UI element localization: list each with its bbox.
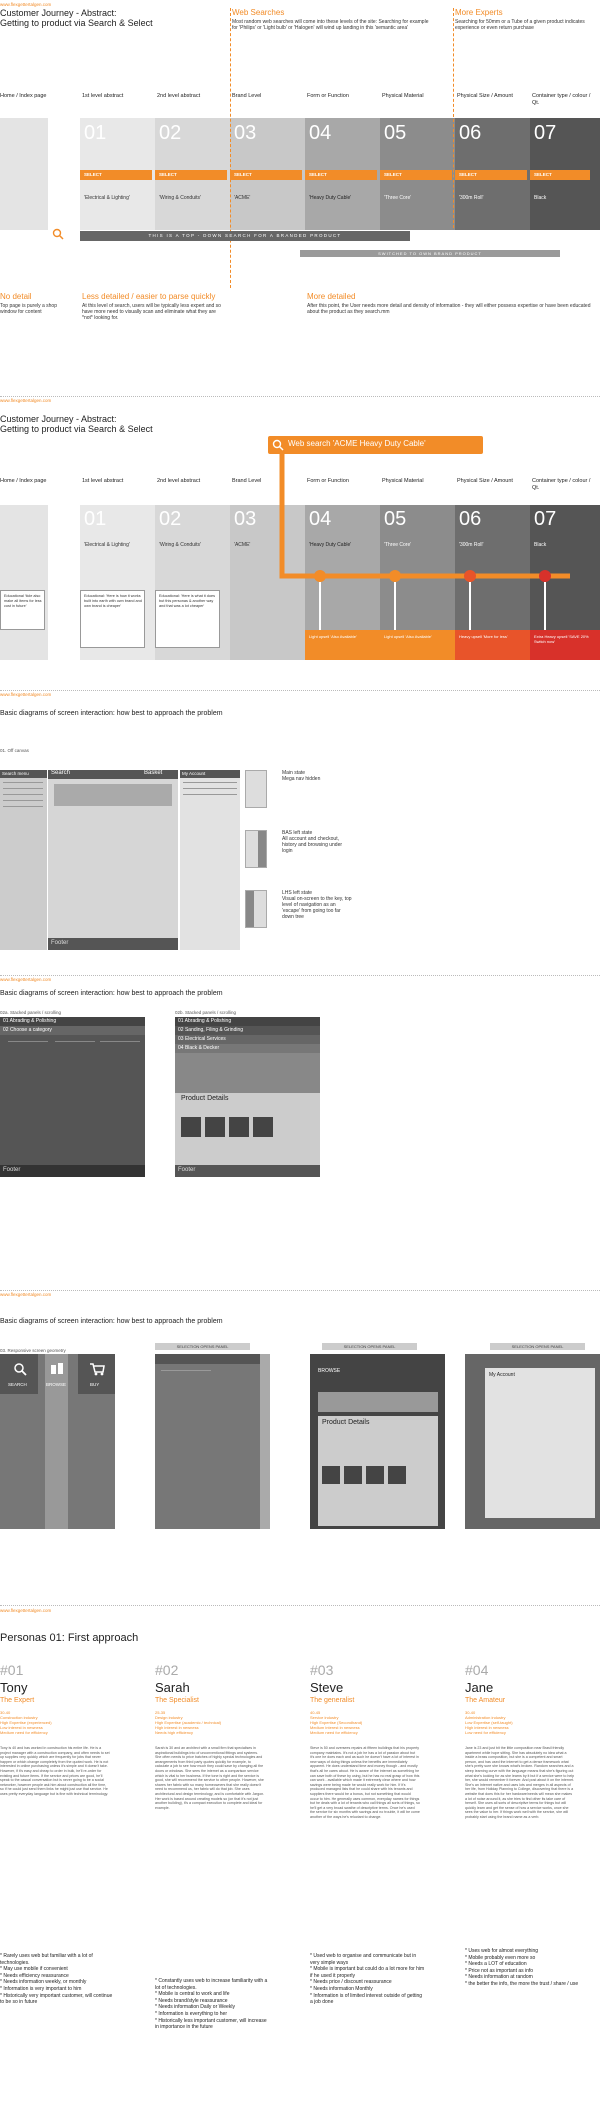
column-value: 'ACME' [234,542,251,548]
icon-label: BROWSE [46,1382,67,1387]
page5-title: Basic diagrams of screen interaction: how best to approach the problem [0,1318,223,1325]
tag: Service industry [310,1715,339,1720]
site-url: www.flexgettertalgen.com [0,1608,52,1613]
responsive-screen-4 [465,1354,600,1529]
column-number: 02 [159,122,182,144]
column-value: Black [534,195,547,201]
menu-line [183,788,237,789]
responsive-screen-3 [310,1354,445,1529]
account-label: My Account [489,1372,515,1378]
menu-line [3,788,43,789]
select-arrow[interactable]: SELECT [230,170,302,180]
no-detail-body: Top page is purely a shop window for content [0,303,57,315]
persona-role: The Specialist [155,1697,199,1704]
footer-label: Footer [51,940,69,946]
column-value: '300m Roll' [459,542,484,548]
list-lines [161,1370,211,1420]
persona-name: Steve [310,1680,344,1695]
tag: 30-40 [465,1710,476,1715]
tag: Needs high efficiency [155,1730,193,1735]
state-note-title: Main state [282,770,306,776]
list-lines [55,1041,95,1071]
column-number: 01 [84,508,107,530]
tag: High Expertise (academic / technical) [155,1720,222,1725]
persona-bullets [155,1978,270,2031]
bullet: * Mobile is central to work and life [155,1991,230,1998]
note-box [155,590,220,648]
site-url: www.flexgettertalgen.com [0,398,52,403]
content-block [54,784,172,806]
bullet: * Mobile is important but could do a lot more for him if he used it properly [310,1966,425,1979]
tag: Medium need for efficiency [0,1730,48,1735]
level-label: Home / Index page [0,93,47,99]
section-divider [0,1290,600,1291]
tag: Construction industry [0,1715,38,1720]
persona-role: The Expert [0,1697,35,1704]
site-url: www.flexgettertalgen.com [0,2,52,7]
persona-body: Steve is 50 and oversees repairs at fifteen buildings that his property company maintains. It's not a job he has a lot of passion about but it's one he does each and as such he doesn't have a lot of interest in new ways of doing things unless the benefits are immediately apparent. He does understand time and money though - and mostly that's all he cares about. He is aware of the internet as something he can save both of these by using, but he has no real grasp of how this can work - available which made it extremely clear where and how savings were being made he would really work for him. If it's produced managed lists that he could share with his tenants and suppliers there would be a bonus, but not something that would occur to him. He generally uses common, everyday names for things but he deals with a lot of tenants who call things all sorts of things, so he'll get a very broad swathe of descriptive terms. Once he's used the service for six months with savings and no trouble, it will be come another of the ways he's reluctant to change. [310,1746,420,1819]
upsell-block [305,630,380,660]
tag: Low need for efficiency [465,1730,506,1735]
column-number: 05 [384,122,407,144]
persona-tags [155,1710,221,1735]
carousel[interactable] [318,1392,438,1412]
column-number: 06 [459,122,482,144]
search-menu-panel [0,770,47,950]
upsell-label: Light upsell 'Also Available' [384,634,432,639]
icon-label: BUY [90,1382,100,1387]
state-thumb-lhs [245,890,267,928]
bullet: * Information is of limited interest outside of getting a job done [310,1992,423,2006]
page3-title: Basic diagrams of screen interaction: how best to approach the problem [0,710,223,717]
panel-item[interactable]: 02 Sanding, Filing & Grinding [175,1026,320,1035]
panel-opens-label: SELECTION OPENS PANEL [155,1343,250,1350]
bullet: * Information is very important to him [0,1985,82,1992]
section-divider [0,690,600,691]
account-panel [180,770,240,950]
browse-label: BROWSE [318,1368,341,1374]
column-number: 05 [384,508,407,530]
level-label: Form or Function [307,478,349,484]
detail-area [318,1416,438,1526]
note-text: Educational: 'Here is how it works built into earth with own brand and own brand is cheaper' [84,594,142,608]
column-value: 'Wiring & Conduits' [159,542,201,548]
persona-body: Jane is 23 and just bit the little composition near Brasil friendly apartment while hope sitting. She has absolutely no idea what a inside a brass composition, but she is a competent and smart person, and has used the internet to get a dense framework what she's pretty sure she knows what's broken. Random searches and a steep learning curve with the language means that she's figuring out what she's looking for as she learns by it but if a service were to help her, she would remember it forever. And post about it on the internet. She's an Internet native and uses lots and merges in all aspects of her life, from Holiday Planning to College, discovering that there is a website that does this for her hardware/needs will mean she makes a lot of noise around it, as she tries to find other its take care of herself. She uses all sorts of descriptive terms for things but will quickly learn and get the sense of how a service works, once she sees the value to her. If things work well with the service, she will probably start using the brand name as a verb. [465,1746,575,1819]
footer-bar [175,1165,320,1177]
tag: Administration industry [465,1715,506,1720]
icon-tile[interactable] [0,1354,38,1394]
menu-line [3,782,43,783]
note-box [80,590,145,648]
column-value: 'Three Core' [384,542,412,548]
tag: 25-35 [155,1710,166,1715]
search-label[interactable]: Search [51,770,71,776]
tag: High interest in newness [155,1725,199,1730]
column-number: 01 [84,122,107,144]
site-url: www.flexgettertalgen.com [0,1292,52,1297]
thumb[interactable] [229,1117,249,1137]
persona-tags [0,1710,52,1735]
top-down-band: THIS IS A TOP - DOWN SEARCH FOR A BRANDED PRODUCT [80,231,410,241]
select-arrow[interactable]: SELECT [305,170,377,180]
upsell-block [455,630,530,660]
upsell-label: Light upsell 'Also Available' [309,634,357,639]
account-label: My Account [180,770,240,778]
menu-line [3,806,43,807]
page4-subtitle-a: 02a. Stacked panels / scrolling [0,1010,62,1015]
level-label: Container type / colour / Qt. [532,93,591,106]
more-detailed-heading: More detailed [307,292,356,301]
note-box [0,590,45,630]
persona-tags [310,1710,362,1735]
tag: Design industry [155,1715,183,1720]
state-note-title: LHS left state [282,890,313,896]
select-arrow[interactable]: SELECT [380,170,452,180]
more-detailed-body: After this point, the User needs more detail and density of information - they will either possess expertise or have been educated about the product as they search.mm [307,303,591,315]
tag: Medium interest in newness [310,1725,360,1730]
level-label: Physical Size / Amount [457,478,513,484]
account-panel [485,1368,595,1518]
state-thumb-main [245,770,267,808]
bullet: * Needs brand/style reassurance [155,1997,228,2004]
persona-bullets [0,1953,115,2006]
scroll-strip[interactable] [260,1354,270,1529]
upsell-label: Extra Heavy upsell 'SAVE 20% Switch now' [534,634,589,644]
thumb[interactable] [205,1117,225,1137]
web-searches-heading: Web Searches [232,8,285,17]
bullet: * Information is everything to her [155,2010,227,2017]
level-label: 2nd level abstract [157,93,201,99]
thumb[interactable] [388,1466,406,1484]
menu-line [3,794,43,795]
level-label: Physical Size / Amount [457,93,513,99]
icon-tile[interactable] [78,1354,115,1394]
bullet: * Needs efficiency reassurance [0,1972,69,1979]
more-experts-heading: More Experts [455,8,503,17]
select-arrow[interactable]: SELECT [455,170,527,180]
product-details-label: Product Details [181,1095,229,1102]
level-label: Physical Material [382,93,424,99]
page2-title-line2: Getting to product via Search & Select [0,424,153,434]
upsell-block [530,630,600,660]
panel-item[interactable]: 02 Choose a category [0,1026,145,1035]
column-number: 04 [309,122,332,144]
list-lines [8,1041,48,1071]
bullet: * Rarely uses web but familiar with a lot of technologies. [0,1953,93,1966]
header-bar [155,1354,270,1364]
stacked-panel-b [175,1017,320,1177]
persona-role: The Amateur [465,1697,506,1704]
select-arrow[interactable]: SELECT [530,170,590,180]
icon-label: SEARCH [8,1382,27,1387]
level-label: 1st level abstract [82,478,124,484]
state-note-body: Mega nav hidden [282,776,321,782]
thumb[interactable] [366,1466,384,1484]
footer-label: Footer [3,1167,21,1173]
bullet: * Needs information Monthly [310,1985,373,1992]
page3-subtitle: 01. Off canvas [0,748,29,753]
web-search-label: Web search 'ACME Heavy Duty Cable' [288,439,426,448]
bullet: * Historically less important customer, will increase in importance in the future [155,2017,267,2031]
column-number: 06 [459,508,482,530]
panel-overlay [246,891,254,927]
menu-line [183,794,237,795]
page1-title-line1: Customer Journey - Abstract: [0,8,117,18]
persona-number: #04 [465,1662,489,1678]
persona-name: Jane [465,1680,494,1695]
footer-bar [0,1165,145,1177]
responsive-screen-1 [0,1354,115,1529]
product-image [175,1053,320,1093]
column-value: 'Heavy Duty Cable' [309,195,352,201]
panel-item[interactable]: 04 Black & Decker [175,1044,320,1053]
column-value: 'ACME' [234,195,251,201]
responsive-screen-2 [155,1354,270,1529]
search-icon [13,1362,27,1376]
panel-item[interactable]: 01 Abrading & Polishing [175,1017,320,1026]
bullet: * Needs information weekly, or monthly [0,1979,87,1986]
level-label: Brand Level [232,478,262,484]
tag: Low Expertise (self-taught) [465,1720,513,1725]
level-label: Brand Level [232,93,262,99]
personas-title: Personas 01: First approach [0,1632,139,1644]
persona-role: The generalist [310,1697,355,1704]
state-note-title: BAS left state [282,830,313,836]
bullet: * Needs a LOT of education [465,1961,527,1968]
state-note-body: Visual on-screen to the key, top level of navigation as an 'escape' from going too far down tree [282,896,352,920]
bullet: * Historically very important customer, will continue to be so in future [0,1992,113,2006]
tag: High Expertise (experienced) [0,1720,52,1725]
less-detailed-heading: Less detailed / easier to parse quickly [82,292,216,301]
bullet: * Needs information Daily or Weekly [155,2004,235,2011]
search-path-pipe [0,0,600,660]
panel-opens-label: SELECTION OPENS PANEL [322,1343,417,1350]
page5-subtitle: 03. Responsive screen geometry [0,1348,66,1353]
column-number: 07 [534,508,557,530]
level-label: Form or Function [307,93,349,99]
page4-title: Basic diagrams of screen interaction: how best to approach the problem [0,990,223,997]
tag: High interest in newness [465,1725,509,1730]
main-screen [48,770,178,950]
bullet: * Price not as important as info [465,1967,534,1974]
column-value: 'Heavy Duty Cable' [309,542,352,548]
thumb[interactable] [322,1466,340,1484]
list-lines [100,1041,140,1071]
state-note-body: All account and checkout, history and browsing under login [282,836,343,854]
footer-label: Footer [178,1167,196,1173]
basket-label[interactable]: Basket [144,770,163,776]
column-number: 03 [234,508,257,530]
own-brand-band: SWITCHED TO OWN BRAND PRODUCT [300,250,560,257]
tag: Low interest in newness [0,1725,43,1730]
thumb[interactable] [253,1117,273,1137]
persona-number: #03 [310,1662,334,1678]
bullet: * Uses web for almost everything [465,1948,539,1954]
cart-icon [89,1362,105,1376]
note-text: Educational: 'Here is what it does but this personas & another way and that was a lot cheaper' [159,594,216,608]
bullet: * May use mobile if convenient [0,1966,68,1973]
persona-body: Tony is 40 and has worked in construction his entire life. He is a project manager with a construction company, and often needs to set up supplies very quickly which are frequently for jobs that never happen or which change completely from the quoted work. He is not interested in online purchasing unless it's simple and it doesn't take. However, if it's easy and cheap to order in bulk, he'll re-order for existing and future items. If the service and prices are good, he'll speak to the casual conversation but is never going to be a social networker, however people ask him about construction all the time, so if he could just send them links he might just use that service. He uses pretty everyday language but is fine with technical terminology. [0,1746,110,1796]
section-divider [0,1605,600,1606]
thumb[interactable] [344,1466,362,1484]
product-details-label: Product Details [322,1419,370,1426]
persona-tags [465,1710,513,1735]
page2-title-line1: Customer Journey - Abstract: [0,414,117,424]
persona-name: Tony [0,1680,28,1695]
section-divider [0,975,600,976]
tag: 40-45 [310,1710,321,1715]
site-url: www.flexgettertalgen.com [0,977,52,982]
page4-subtitle-b: 02b. Stacked panels / scrolling [175,1010,237,1015]
stacked-panel-a [0,1017,145,1177]
level-label: Container type / colour / Qt. [532,478,591,491]
bullet: * Constantly uses web to increase familiarity with a lot of technologies. [155,1978,268,1991]
upsell-label: Heavy upsell 'More for less' [459,634,508,639]
level-label: 1st level abstract [82,93,124,99]
panel-opens-label: SELECTION OPENS PANEL [490,1343,585,1350]
menu-line [183,782,237,783]
panel-overlay [258,831,266,867]
site-url: www.flexgettertalgen.com [0,692,52,697]
footer-bar [48,938,178,950]
browse-column[interactable] [45,1354,68,1529]
column-number: 02 [159,508,182,530]
state-thumb-bas [245,830,267,868]
persona-bullets [465,1948,595,1988]
panel-item[interactable]: 03 Electrical Services [175,1035,320,1044]
tag: Medium need for efficiency [310,1730,358,1735]
column-value: Black [534,542,547,548]
browse-icon [50,1362,64,1376]
tag: High Expertise (Secondhand) [310,1720,363,1725]
upsell-block [380,630,455,660]
web-searches-body: Most random web searches will come into these levels of the site: Searching for example for 'Philips' or 'Light bulb' or 'Halogen' will wind up landing in this 'semantic area' [232,19,429,31]
column-value: 'Electrical & Lighting' [84,542,130,548]
select-arrow[interactable]: SELECT [80,170,152,180]
less-detailed-body: At this level of search, users will be typically less expert and so have more need to visually scan and eliminate what they are *not* looking for. [82,303,221,321]
column-value: '300m Roll' [459,195,484,201]
column-number: 04 [309,508,332,530]
column-value: 'Electrical & Lighting' [84,195,130,201]
persona-body: Sarah is 30 and an architect with a small firm that specialises in aspirational buildings into of unconventional fittings and systems. She often needs to price batches of highly special technologies and arrangements from third party quotes quickly for example, to calculate a job to see how much they could save by changing all the doors or windows. She sees the internet as a comparison service which is vital to her business. If the tone is right and the service is good, she will recommend the service to other people. However, she shares her fabric with so many homeowners that she really doesn't need to recommend us, her fabric will do that job. She uses architectural and design terminology, and is comfortable with Jargon. Her work is based around creating models so (on that it's not just another building), it's a compact execution to complete and ideal for example. [155,1746,265,1810]
bullet: * Needs price / discount reassurance [310,1979,392,1986]
level-label: Home / Index page [0,478,47,484]
column-value: 'Three Core' [384,195,412,201]
bullet: * Mobile probably even more so [465,1954,536,1961]
level-label: Physical Material [382,478,424,484]
bullet: * Needs information at random [465,1974,533,1981]
column-value: 'Wiring & Conduits' [159,195,201,201]
panel-item[interactable]: 01 Abrading & Polishing [0,1017,145,1026]
persona-name: Sarah [155,1680,190,1695]
tag: 30-40 [0,1710,11,1715]
bullet: * the better the info, the more the trust / share / use [465,1980,579,1987]
column-number: 03 [234,122,257,144]
select-arrow[interactable]: SELECT [155,170,227,180]
more-experts-body: Searching for 50mm or a Tube of a given product indicates experience or even return purchase [455,19,585,31]
search-menu-label: Search menu [0,770,47,778]
level-label: 2nd level abstract [157,478,201,484]
persona-bullets [310,1953,425,2006]
bullet: * Used web to organise and communicate but in very simple ways [310,1953,417,1966]
persona-number: #01 [0,1662,24,1678]
page1-title-line2: Getting to product via Search & Select [0,18,153,28]
persona-number: #02 [155,1662,179,1678]
column-number: 07 [534,122,557,144]
menu-line [3,800,43,801]
note-text: Educational 'ticle also make all items for less cost in future' [4,594,42,608]
thumb[interactable] [181,1117,201,1137]
no-detail-heading: No detail [0,292,32,301]
